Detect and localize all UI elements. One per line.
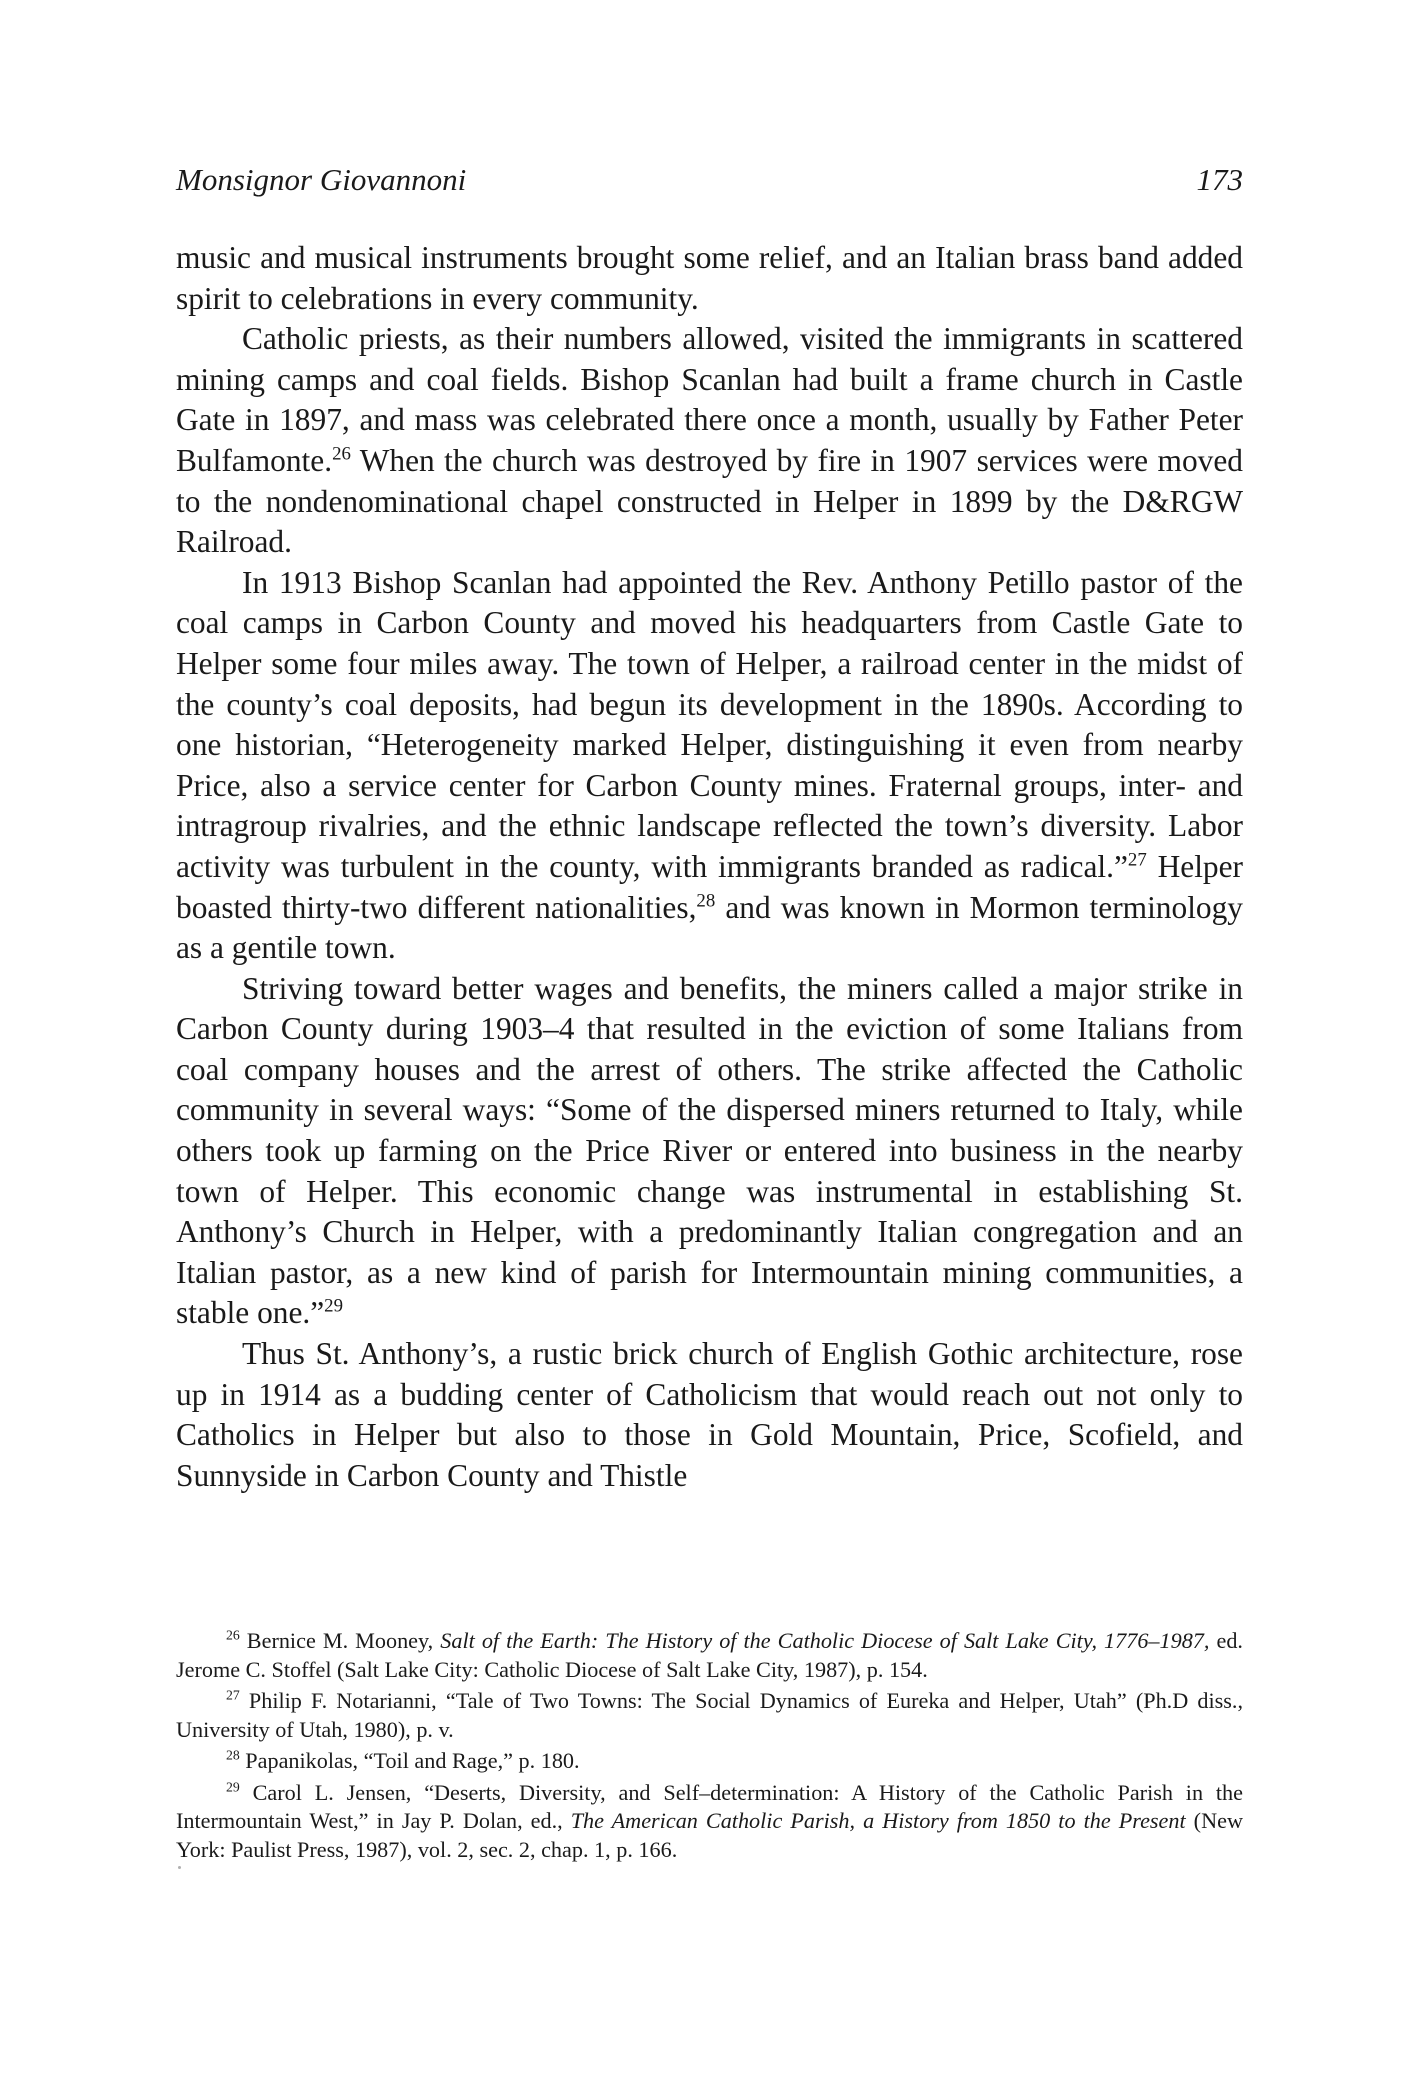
footnote-29-text-b: (New York: Paulist Press, 1987), vol. 2, sec. 2, chap. 1, p. 166.	[176, 1808, 1243, 1862]
page-number: 173	[1196, 162, 1243, 197]
footnote-ref-27: 27	[1127, 849, 1147, 871]
footnote-mark-27: 27	[226, 1687, 240, 1703]
paragraph-1	[176, 238, 1243, 319]
footnote-29	[176, 1779, 1243, 1865]
paragraph-2	[176, 319, 1243, 563]
footnote-mark-26: 26	[226, 1627, 240, 1643]
paragraph-2-text-a: Catholic priests, as their numbers allowed, visited the immigrants in scattered mining camps and coal fields. Bishop Scanlan had built a frame church in Castle Gate in 1897, and mass was celebrated there once a month, usually by Father Peter Bulfamonte.	[176, 321, 1243, 478]
footnote-26-title: Salt of the Earth: The History of the Catholic Diocese of Salt Lake City, 1776–1987,	[440, 1628, 1210, 1653]
footnotes	[176, 1627, 1243, 1867]
footnote-26	[176, 1627, 1243, 1684]
print-speck	[178, 1866, 181, 1869]
footnote-26-text-a: Bernice M. Mooney,	[239, 1628, 441, 1653]
footnote-ref-26: 26	[332, 443, 351, 465]
paragraph-3-text-c: and was known in Mormon terminology as a gentile town.	[176, 889, 1243, 966]
running-head-title: Monsignor Giovannoni	[176, 162, 467, 197]
paragraph-1-text: music and musical instruments brought some relief, and an Italian brass band added spirit to celebrations in every community.	[176, 240, 1243, 316]
paragraph-4-text: Striving toward better wages and benefits, the miners called a major strike in Carbon County during 1903–4 that resulted in the eviction of some Italians from coal company houses and the arrest of others. The strike affected the Catholic community in several ways: “Some of the dispersed miners returned to Italy, while others took up farming on the Price River or entered into business in the nearby town of Helper. This economic change was instrumental in establishing St. Anthony’s Church in Helper, with a predominantly Italian congregation and an Italian pastor, as a new kind of parish for Intermountain mining communities, a stable one.”	[176, 970, 1243, 1331]
paragraph-5	[176, 1334, 1243, 1496]
book-page	[176, 0, 1243, 2086]
running-head	[176, 162, 1243, 202]
footnote-ref-29: 29	[324, 1295, 343, 1317]
footnote-29-text-a: Carol L. Jensen, “Deserts, Diversity, and Self–determination: A History of the Catholic Parish in the Intermountain West,” in Jay P. Dolan, ed.,	[176, 1779, 1243, 1833]
paragraph-3-text-a: In 1913 Bishop Scanlan had appointed the Rev. Anthony Petillo pastor of the coal camps in Carbon County and moved his headquarters from Castle Gate to Helper some four miles away. The town of Helper, a railroad center in the midst of the county’s coal deposits, had begun its development in the 1890s. According to one historian, “Heterogeneity marked Helper, distinguishing it even from nearby Price, also a service center for Carbon County mines. Fraternal groups, inter- and intragroup rivalries, and the ethnic landscape reflected the town’s diversity. Labor activity was turbulent in the county, with immigrants branded as radical.”	[176, 564, 1243, 884]
paragraph-4	[176, 969, 1243, 1334]
footnote-28-text: Papanikolas, “Toil and Rage,” p. 180.	[239, 1748, 580, 1773]
footnote-mark-28: 28	[226, 1747, 240, 1763]
body-text	[176, 238, 1243, 1496]
footnote-28	[176, 1747, 1243, 1776]
paragraph-2-text-b: When the church was destroyed by fire in 1907 services were moved to the nondenominational chapel constructed in Helper in 1899 by the D&RGW Railroad.	[176, 442, 1243, 560]
footnote-27-text: Philip F. Notarianni, “Tale of Two Towns: The Social Dynamics of Eureka and Helper, Utah” (Ph.D diss., University of Utah, 1980), p. v.	[176, 1688, 1243, 1742]
paragraph-5-text: Thus St. Anthony’s, a rustic brick church of English Gothic architecture, rose up in 1914 as a budding center of Catholicism that would reach out not only to Catholics in Helper but also to those in Gold Mountain, Price, Scofield, and Sunnyside in Carbon County and Thistle	[176, 1336, 1243, 1493]
footnote-mark-29: 29	[226, 1779, 240, 1795]
footnote-26-text-b: ed. Jerome C. Stoffel (Salt Lake City: Catholic Diocese of Salt Lake City, 1987), p. 154.	[176, 1628, 1243, 1682]
footnote-29-title: The American Catholic Parish, a History from 1850 to the Present	[570, 1808, 1186, 1833]
footnote-ref-28: 28	[696, 890, 716, 912]
paragraph-3	[176, 563, 1243, 969]
paragraph-3-text-b: Helper boasted thirty-two different nationalities,	[176, 848, 1243, 925]
footnote-27	[176, 1687, 1243, 1744]
